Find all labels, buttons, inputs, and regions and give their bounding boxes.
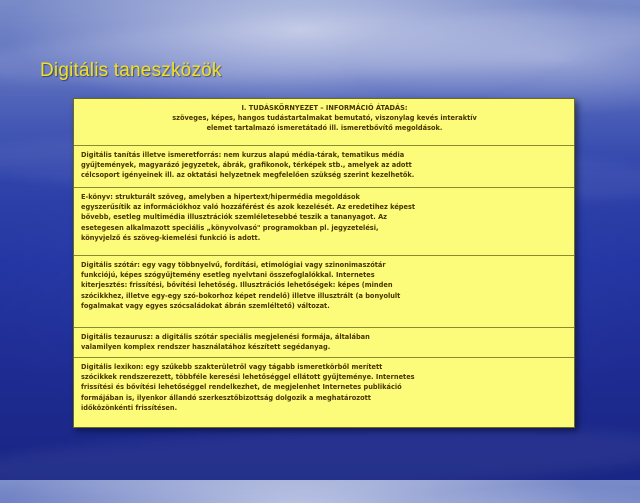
section-line: könyvjelző és szöveg-kiemelési funkció is adott. [81, 233, 261, 242]
section-digital-dictionary [74, 255, 574, 327]
section-line: időközönkénti frissítésen. [81, 403, 178, 412]
section-digital-resource [74, 145, 574, 187]
section-line: Digitális tezaurusz: a digitális szótár speciális megjelenési formája, általában [81, 333, 370, 341]
section-digital-thesaurus [74, 327, 574, 357]
section-line: elemet tartalmazó ismeretátadó ill. ismeretbővítő megoldások. [206, 124, 443, 133]
section-line: Digitális tanítás illetve ismeretforrás: nem kurzus alapú média-tárak, tematikus média [81, 151, 405, 159]
slide-title: Digitális taneszközök [40, 60, 222, 81]
section-line: E-könyv: strukturált szöveg, amelyben a hipertext/hipermédia megoldások [81, 193, 360, 201]
section-line: I. TUDÁSKÖRNYEZET – INFORMÁCIÓ ÁTADÁS: [241, 104, 408, 112]
background-wave [0, 417, 640, 502]
background-wave [0, 0, 640, 97]
section-line: egyszerűsítik az információkhoz való hozzáférést és azok kezelését. Az eredetihez képest [81, 203, 416, 212]
section-line: kiterjesztés: frissítési, bővítési lehetőség. Illusztrációs lehetőségek: képes (minden [81, 281, 393, 290]
section-line: valamilyen komplex rendszer használatához készített segédanyag. [81, 343, 331, 352]
section-knowledge-environment [74, 99, 574, 145]
section-line: szöveges, képes, hangos tudástartalmakat bemutató, viszonylag kevés interaktív [172, 114, 477, 123]
section-line: esetegesen alkalmazott speciális „könyvolvasó" programokban pl. jegyzetelési, [81, 223, 379, 232]
section-line: szócikkek rendszerezett, többféle keresési lehetőséggel ellátott gyűjteménye. Internetes [81, 373, 415, 382]
section-line: gyűjtemények, magyarázó jegyzetek, ábrák, grafikonok, térképek stb., amelyek az adott [81, 161, 412, 170]
section-digital-lexicon [74, 357, 574, 427]
section-line: formájában is, ilyenkor állandó szerkesztőbizottság dolgozik a meghatározott [81, 393, 371, 402]
content-panel [73, 98, 575, 428]
section-line: funkciójú, képes szógyűjtemény esetleg nyelvtani összefoglalókkal. Internetes [81, 271, 375, 280]
section-line: Digitális szótár: egy vagy többnyelvű, fordítási, etimológiai vagy szinonimaszótár [81, 261, 386, 269]
section-line: bővebb, esetleg multimédia illusztrációk szemléletesebbé teszik a tananyagot. Az [81, 213, 388, 222]
section-line: fogalmakat vagy egyes szócsaládokat ábrán szemléltető) változat. [81, 301, 330, 310]
section-line: Digitális lexikon: egy szűkebb szakterületről vagy tágabb ismeretkörből merített [81, 363, 383, 371]
section-line: frissítési és bővítési lehetőséggel rendelkezhet, de megjelenhet Internetes publikáció [81, 383, 402, 392]
section-line: célcsoport igényeinek ill. az oktatási helyzetnek megfelelően szükség szerint kezelhetők. [81, 171, 415, 180]
section-e-book [74, 187, 574, 255]
section-line: szócikkhez, illetve egy-egy szó-bokorhoz képet rendelő) illetve illusztrált (a bonyolult [81, 291, 401, 300]
